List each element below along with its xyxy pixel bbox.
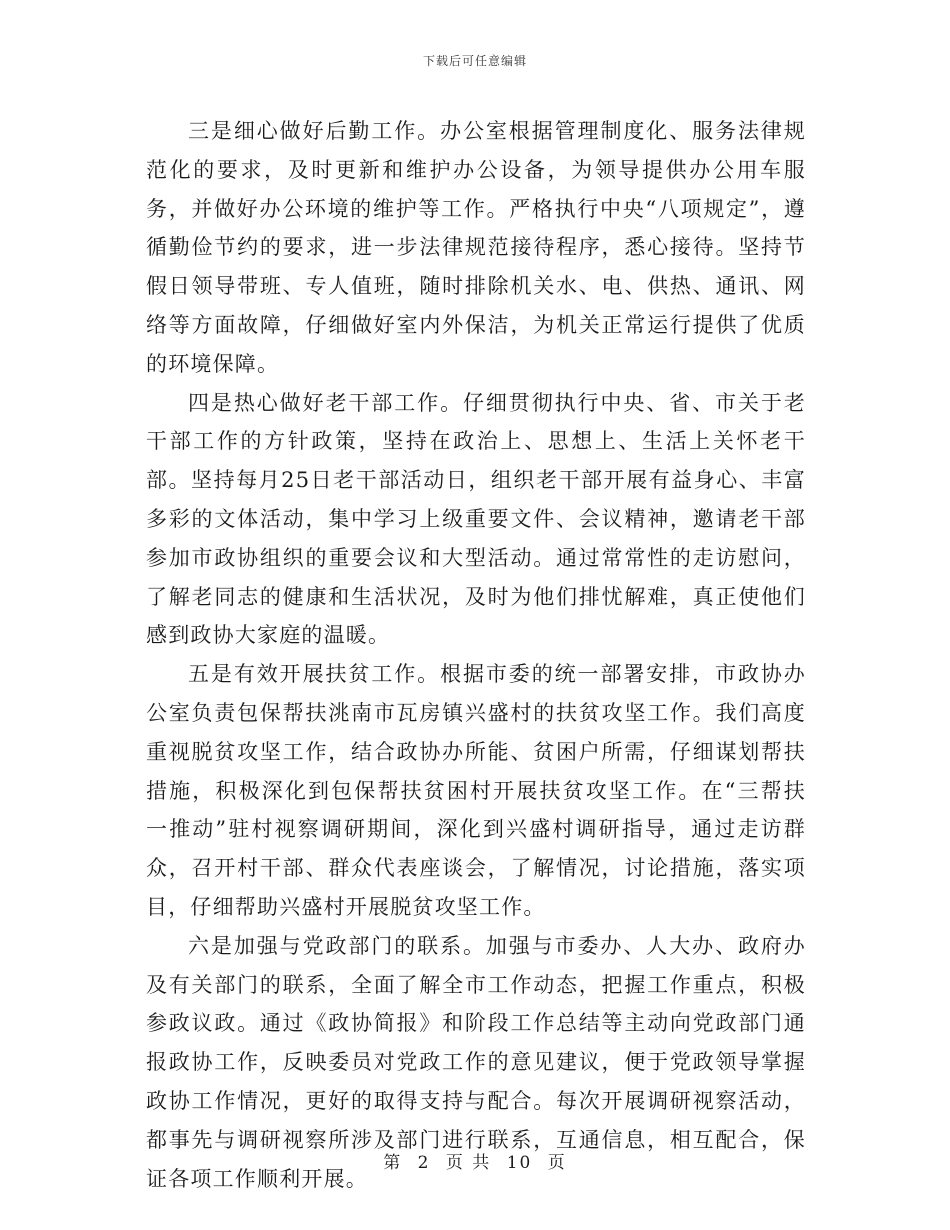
footer-prefix: 第 bbox=[383, 1153, 403, 1173]
paragraph-veteran-cadres: 四是热心做好老干部工作。仔细贯彻执行中央、省、市关于老干部工作的方针政策，坚持在政治上、思想上、生活上关怀老干部。坚持每月25日老干部活动日，组织老干部开展有益身心、丰富多彩的文体活动，集中学习上级重要文件、会议精神，邀请老干部参加市政协组织的重要会议和大型活动。通过常常性的走访慰问，了解老同志的健康和生活状况，及时为他们排忧解难，真正使他们感到政协大家庭的温暖。 bbox=[146, 390, 806, 648]
paragraph-poverty-alleviation: 五是有效开展扶贫工作。根据市委的统一部署安排，市政协办公室负责包保帮扶洮南市瓦房镇兴盛村的扶贫攻坚工作。我们高度重视脱贫攻坚工作，结合政协办所能、贫困户所需，仔细谋划帮扶措施，积极深化到包保帮扶贫困村开展扶贫攻坚工作。在“三帮扶 一推动”驻村视察调研期间，深化到兴盛村调研指导，通过走访群众，召开村干部、群众代表座谈会，了解情况，讨论措施，落实项目，仔细帮助兴盛村开展脱贫攻坚工作。 bbox=[146, 662, 806, 919]
page-footer bbox=[0, 1148, 950, 1173]
footer-page-current: 2 bbox=[417, 1153, 431, 1173]
document-body bbox=[146, 112, 806, 1198]
paragraph-logistics: 三是细心做好后勤工作。办公室根据管理制度化、服务法律规范化的要求，及时更新和维护办公设备，为领导提供办公用车服务，并做好办公环境的维护等工作。严格执行中央“八项规定”，遵循勤俭节约的要求，进一步法律规范接待程序，悉心接待。坚持节假日领导带班、专人值班，随时排除机关水、电、供热、通讯、网络等方面故障，仔细做好室内外保洁，为机关正常运行提供了优质的环境保障。 bbox=[146, 119, 806, 376]
footer-suffix: 页 bbox=[547, 1153, 567, 1173]
footer-page-total: 10 bbox=[506, 1153, 533, 1173]
header-note: 下载后可任意编辑 bbox=[422, 54, 527, 68]
footer-middle: 页 共 bbox=[445, 1153, 492, 1173]
paragraph-party-liaison: 六是加强与党政部门的联系。加强与市委办、人大办、政府办及有关部门的联系，全面了解全市工作动态，把握工作重点，积极参政议政。通过《政协简报》和阶段工作总结等主动向党政部门通报政协工作，反映委员对党政工作的意见建议，便于党政领导掌握政协工作情况，更好的取得支持与配合。每次开展调研视察活动，都事先与调研视察所涉及部门进行联系，互通信息，相互配合，保证各项工作顺利开展。 bbox=[146, 933, 806, 1191]
